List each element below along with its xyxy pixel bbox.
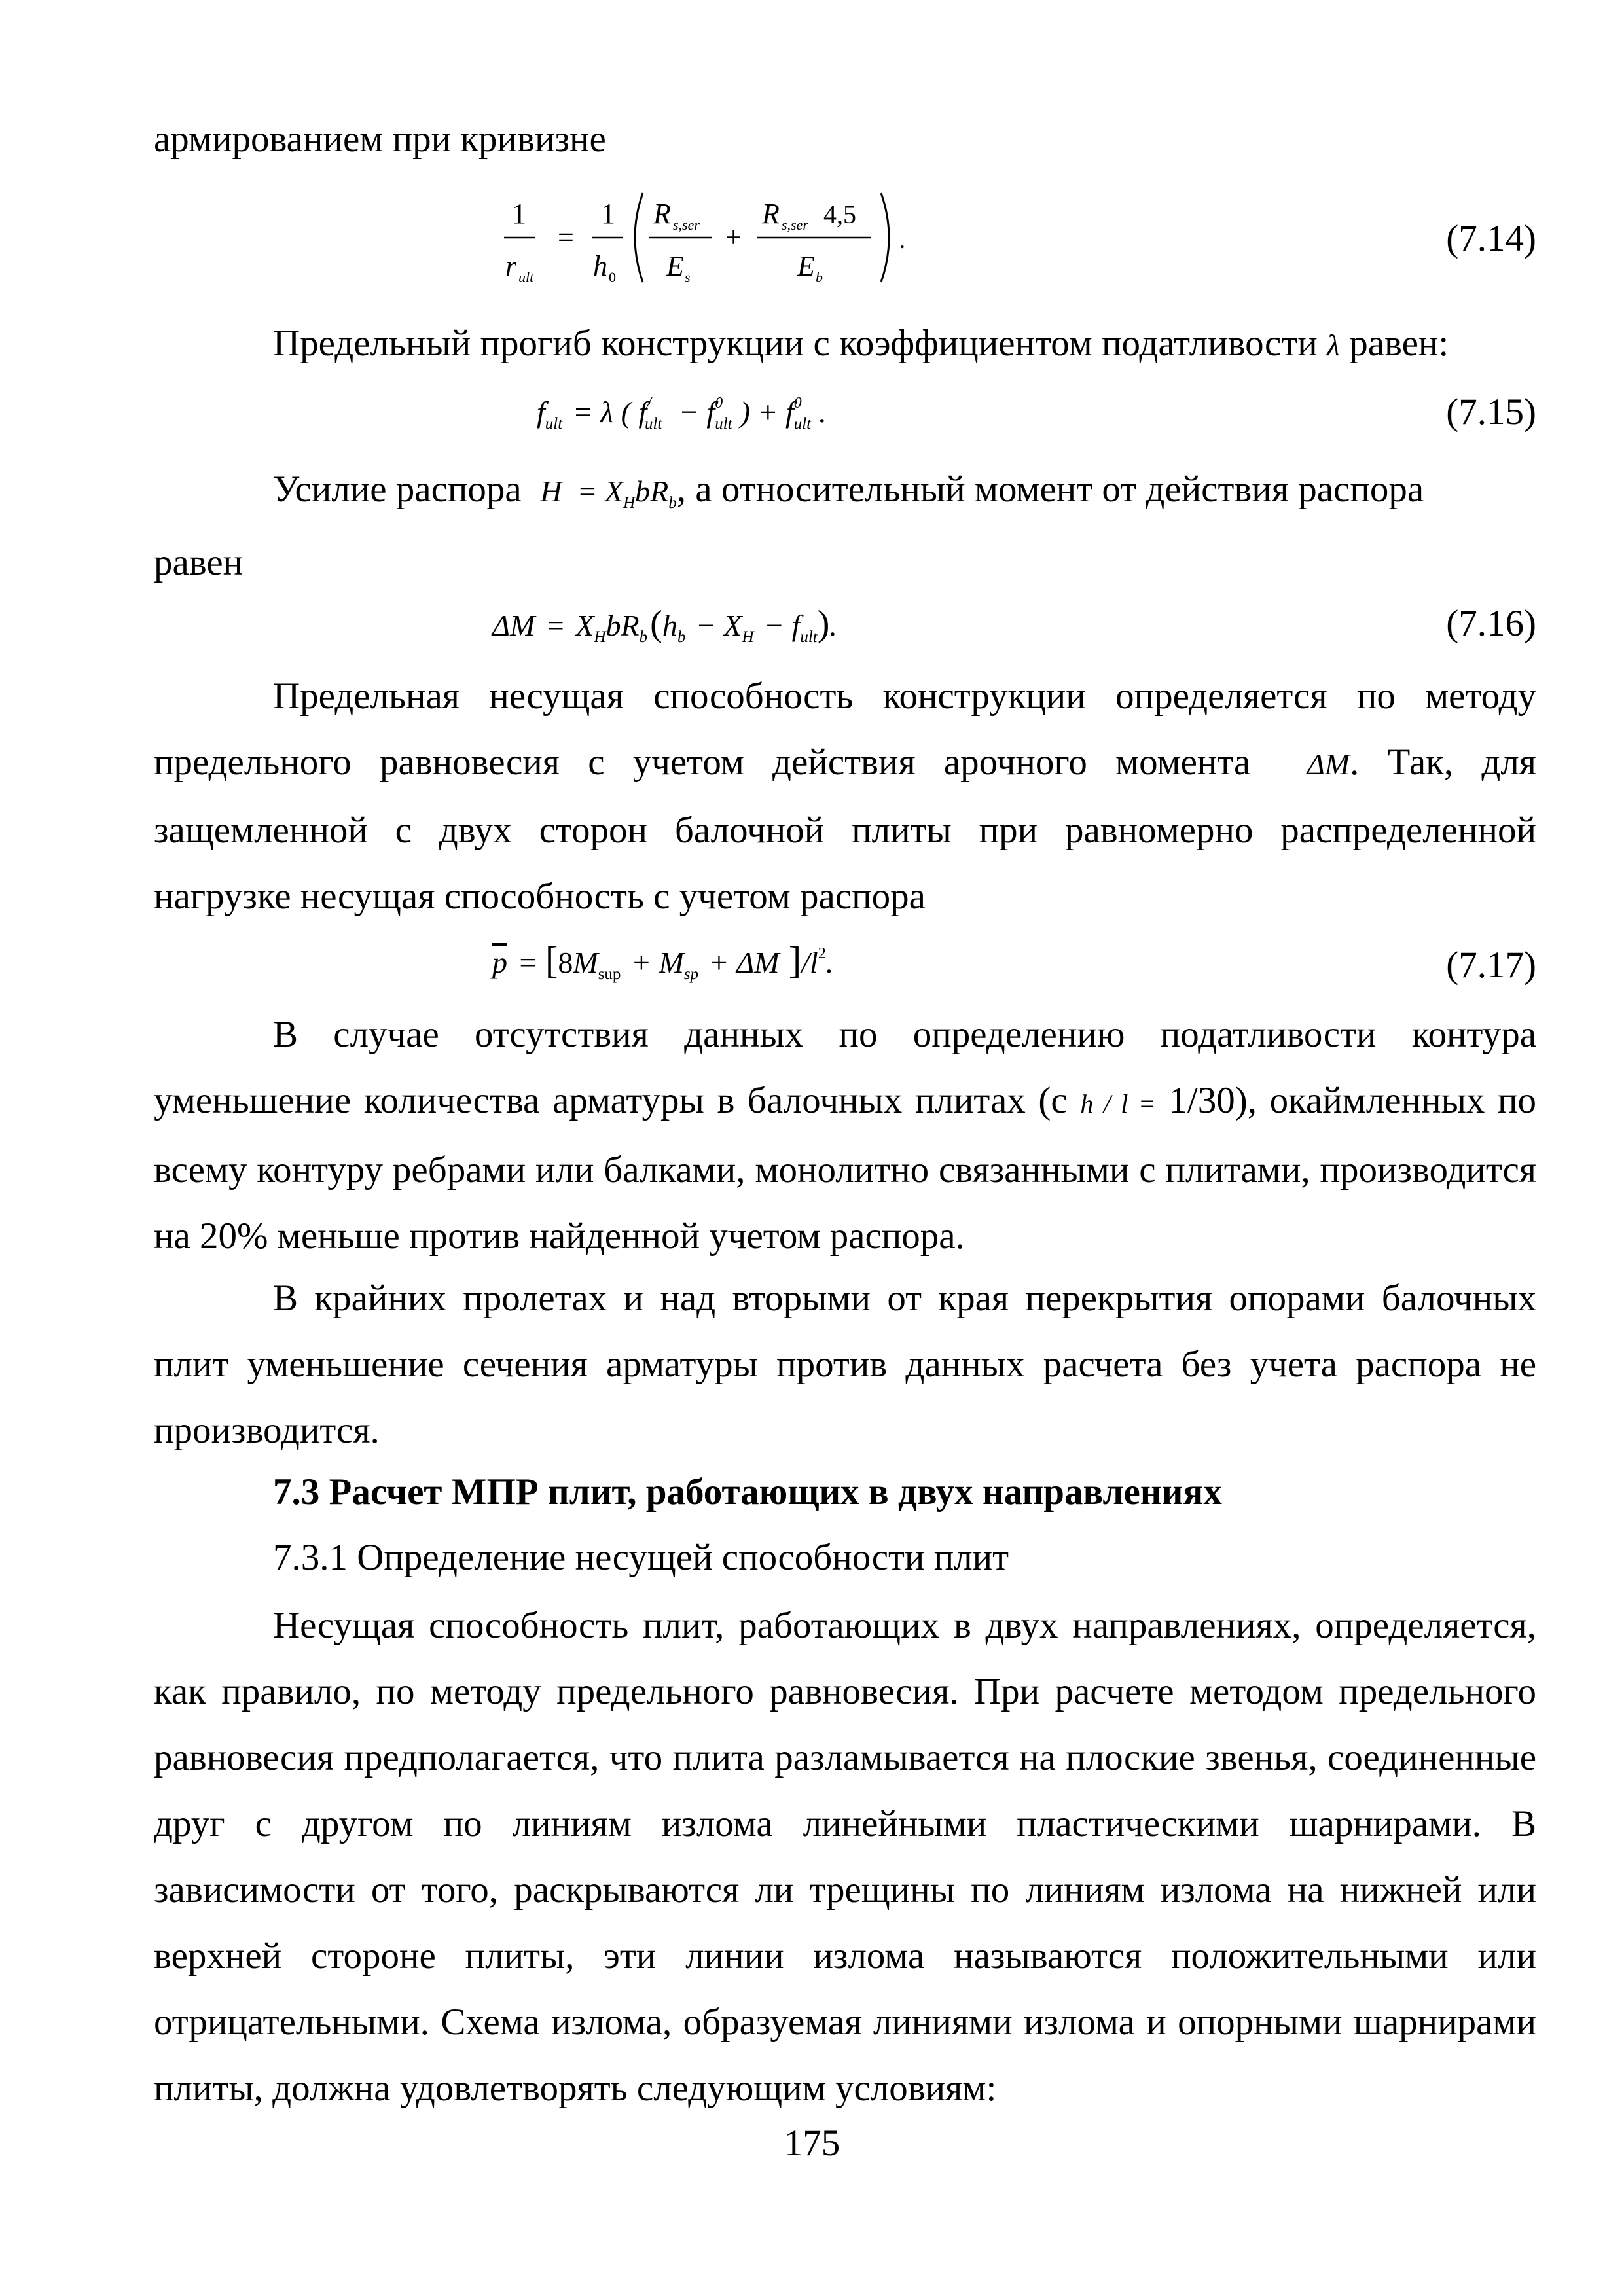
svg-text:R: R [762,198,780,230]
paragraph-extreme: В крайних пролетах и над вторыми от края перекрытия опорами балочных плит уменьшение сечения арматуры против данных расчета без учета распора не производится. [154,1278,1536,1451]
text-line: армированием при кривизне [154,118,606,160]
paragraph-thrust: Усилие распора H = XHbRb, а относительный момент от действия распора равен [154,469,1424,583]
text: Предельный прогиб конструкции с коэффициентом податливости [273,323,1318,364]
svg-text:+: + [725,221,742,253]
text: равен: [1349,323,1449,364]
eq-text: 1 [512,198,526,230]
paragraph-final: Несущая способность плит, работающих в двух направлениях, определяется, как правило, по методу предельного равновесия. При расчете методом предельного равновесия предполагается, что плита разламывается на плоские звенья, соединенные друг с другом по линиям излома линейными пластическими шарнирами. В зависимости от того, раскрываются ли трещины по линиям излома на нижней или верхней стороне плиты, эти линии излома называются положительными или отрицательными. Схема излома, образуемая линиями излома и опорными шарнирами плиты, должна удовлетворять следующим условиям: [154,1605,1536,2109]
lambda-symbol: λ [1327,329,1340,362]
svg-text:E: E [797,250,815,282]
equation-number: (7.15) [1446,391,1536,433]
svg-text:.: . [899,227,905,253]
svg-text:s,ser: s,ser [782,217,808,233]
equation-7-16: ΔM = XHbRb (hb − XH − fult). [492,603,837,646]
section-heading: 7.3 Расчет МПР плит, работающих в двух направлениях [273,1471,1222,1513]
svg-text:ult: ult [518,269,534,285]
equation-number: (7.16) [1446,603,1536,644]
svg-text:1: 1 [601,198,615,230]
subsection-heading: 7.3.1 Определение несущей способности плит [273,1537,1009,1578]
svg-text:b: b [816,269,823,285]
paragraph-capacity: Предельная несущая способность конструкции определяется по методу предельного равновесия с учетом действия арочного момента ΔM. Так, для защемленной с двух сторон балочной плиты при равномерно распределенной нагрузке несущая способность с учетом распора [154,675,1536,917]
svg-text:E: E [666,250,684,282]
equation-7-14 [504,187,962,298]
svg-text:s,ser: s,ser [673,217,700,233]
paragraph-absence: В случае отсутствия данных по определению податливости контура уменьшение количества арматуры в балочных плитах (с h / l = 1/30), окаймленных по всему контуру ребрами или балками, монолитно связанными с плитами, производится на 20% меньше против найденной учетом распора. [154,1014,1537,1257]
equation-7-17: $\overline{p}$ = [8Msup + Msp + ΔM ]/l2. [492,939,834,983]
paragraph-deflection [273,321,1449,368]
svg-text:=: = [558,221,574,253]
svg-text:0: 0 [609,269,616,285]
svg-text:r: r [505,250,517,282]
equation-number: (7.17) [1446,944,1536,986]
equation-number: (7.14) [1446,218,1536,259]
svg-text:R: R [653,198,671,230]
page-number: 175 [784,2123,840,2164]
svg-text:h: h [593,250,607,282]
svg-text:4,5: 4,5 [823,200,856,229]
svg-text:s: s [685,269,691,285]
equation-7-15: fult = λ ( f/ult − f0ult ) + f0ult . [537,395,827,433]
